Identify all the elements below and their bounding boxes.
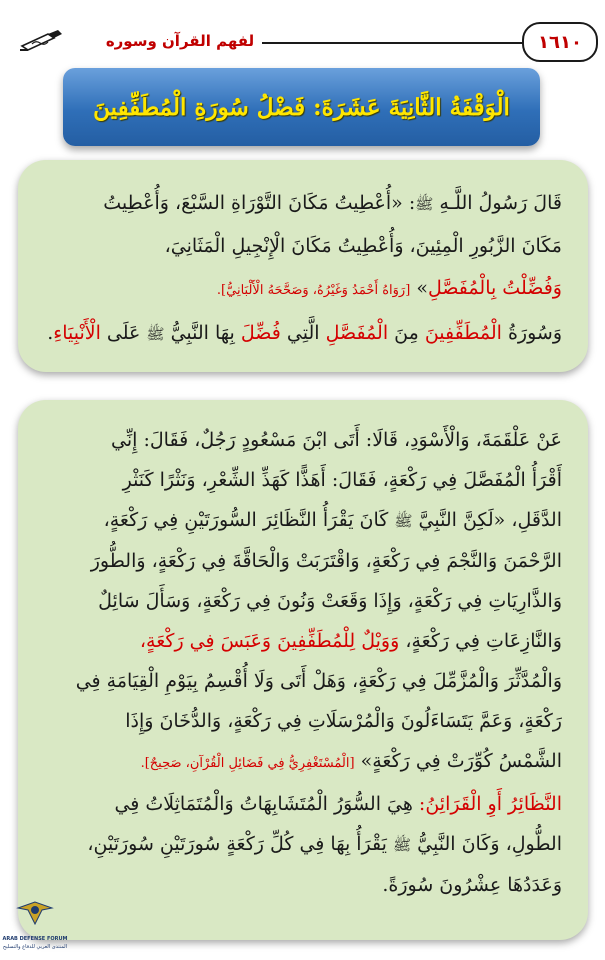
text-span: » bbox=[416, 277, 428, 299]
text-span: الطُّولِ، وَكَانَ النَّبِيُّ bbox=[417, 833, 562, 855]
book-title: لفهم القرآن وسوره bbox=[105, 32, 255, 50]
highlight-text: وَفُضِّلْتُ بِالْمُفَصَّلِ bbox=[427, 277, 562, 299]
highlight-text: النَّظَائِرُ أَوِ الْقَرَائِنُ: bbox=[418, 793, 562, 815]
text-line: وَعَدَدُهَا عِشْرُونَ سُورَةً. bbox=[382, 874, 562, 896]
text-span: كَانَ يَقْرَأُ النَّظَائِرَ السُّورَتَيْنِ فِي رَكْعَةٍ، bbox=[103, 509, 389, 531]
pen-writing-icon bbox=[18, 28, 66, 52]
text-line bbox=[40, 621, 562, 661]
text-span: الدَّقَلِ، «لَكِنَّ النَّبِيَّ bbox=[418, 509, 562, 531]
salawat-symbol: ﷺ bbox=[394, 512, 413, 530]
text-span: . bbox=[47, 322, 54, 344]
highlight-text: الْأَنْبِيَاءِ bbox=[53, 322, 101, 344]
salawat-symbol: ﷺ bbox=[415, 195, 434, 213]
text-span: بِهَا النَّبِيُّ bbox=[170, 322, 235, 344]
text-line bbox=[40, 267, 562, 312]
text-span: الشَّمْسُ كُوِّرَتْ فِي رَكْعَةٍ» bbox=[360, 750, 562, 772]
text-line: مَكَانَ الزَّبُورِ الْمِئِينَ، وَأُعْطِيتُ مَكَانَ الْإِنْجِيلِ الْمَثَانِيَ، bbox=[164, 235, 562, 257]
section-title-banner bbox=[63, 68, 540, 146]
text-span: وَالنَّازِعَاتِ فِي رَكْعَةٍ، bbox=[405, 630, 562, 652]
eagle-emblem-icon bbox=[16, 898, 54, 928]
text-line bbox=[40, 784, 562, 824]
text-line: عَنْ عَلْقَمَةَ، وَالْأَسْوَدِ، قَالَا: أَتَى ابْنَ مَسْعُودٍ رَجُلٌ، فَقَالَ: إِنِّي bbox=[111, 429, 562, 451]
highlight-text: وَوَيْلٌ لِلْمُطَفِّفِينَ وَعَبَسَ فِي رَكْعَةٍ، bbox=[139, 630, 400, 652]
text-line bbox=[40, 500, 562, 541]
text-span: قَالَ رَسُولُ اللَّـهِ bbox=[439, 192, 562, 214]
text-line bbox=[40, 741, 562, 784]
page-number: ١٦١٠ bbox=[522, 22, 598, 62]
hadith-card-2 bbox=[18, 400, 588, 940]
page-header bbox=[0, 0, 605, 62]
text-span: الَّتِي bbox=[286, 322, 320, 344]
text-line bbox=[40, 824, 562, 865]
text-line bbox=[40, 182, 562, 225]
text-span: يَقْرَأُ بِهَا فِي كُلِّ رَكْعَةٍ سُورَتَيْنِ سُورَتَيْنِ، bbox=[87, 833, 387, 855]
text-line: رَكْعَةٍ، وَعَمَّ يَتَسَاءَلُونَ وَالْمُرْسَلَاتِ فِي رَكْعَةٍ، وَالدُّخَانَ وَإِذَا bbox=[125, 710, 562, 732]
highlight-text: فُضِّلَ bbox=[240, 322, 281, 344]
citation: [الْمُسْتَغْفِرِيُّ فِي فَضَائِلِ الْقُرْآنِ، صَحِيحٌ]. bbox=[140, 756, 355, 771]
citation: [رَوَاهُ أَحْمَدُ وَغَيْرُهُ، وَصَحَّحَهُ الْأَلْبَانِيُّ]. bbox=[216, 283, 411, 298]
text-line: الرَّحْمَنَ وَالنَّجْمَ فِي رَكْعَةٍ، وَاقْتَرَبَتْ وَالْحَاقَّةَ فِي رَكْعَةٍ، وَالطُّورَ bbox=[90, 550, 562, 572]
text-line: وَالْمُدَّثِّرَ وَالْمُزَّمِّلَ فِي رَكْعَةٍ، وَهَلْ أَتَى وَلَا أُقْسِمُ بِيَوْمِ الْقِيَامَةِ فِي bbox=[75, 670, 562, 692]
text-span: : «أُعْطِيتُ مَكَانَ التَّوْرَاةِ السَّبْعَ، وَأُعْطِيتُ bbox=[103, 192, 416, 214]
header-divider bbox=[262, 42, 524, 44]
salawat-symbol: ﷺ bbox=[146, 325, 165, 343]
highlight-text: الْمُطَفِّفِينَ bbox=[424, 322, 502, 344]
section-title: الْوَقْفَةُ الثَّانِيَةَ عَشَرَةَ: فَضْلُ سُورَةِ الْمُطَفِّفِينَ bbox=[93, 93, 510, 121]
logo-name: ARAB DEFENSE FORUM bbox=[2, 936, 68, 942]
highlight-text: الْمُفَصَّلِ bbox=[325, 322, 389, 344]
text-span: مِنَ bbox=[394, 322, 419, 344]
hadith-card-1 bbox=[18, 160, 588, 372]
text-line: أَقْرَأُ الْمُفَصَّلَ فِي رَكْعَةٍ، فَقَالَ: أَهَذًّا كَهَذِّ الشِّعْرِ، وَنَثْرًا كَنَثْرِ bbox=[122, 469, 562, 491]
salawat-symbol: ﷺ bbox=[393, 836, 412, 854]
text-span: وَسُورَةُ bbox=[507, 322, 562, 344]
text-line: وَالذَّارِيَاتِ فِي رَكْعَةٍ، وَإِذَا وَقَعَتْ وَنُونَ فِي رَكْعَةٍ، وَسَأَلَ سَائِلٌ bbox=[98, 590, 562, 612]
logo-subtitle: المنتدى العربي للدفاع والتسليح bbox=[2, 944, 68, 950]
forum-logo bbox=[2, 898, 68, 956]
text-span: هِيَ السُّوَرُ الْمُتَشَابِهَاتُ وَالْمُتَمَاثِلَاتُ فِي bbox=[114, 793, 413, 815]
text-line bbox=[40, 312, 562, 355]
text-span: عَلَى bbox=[106, 322, 141, 344]
